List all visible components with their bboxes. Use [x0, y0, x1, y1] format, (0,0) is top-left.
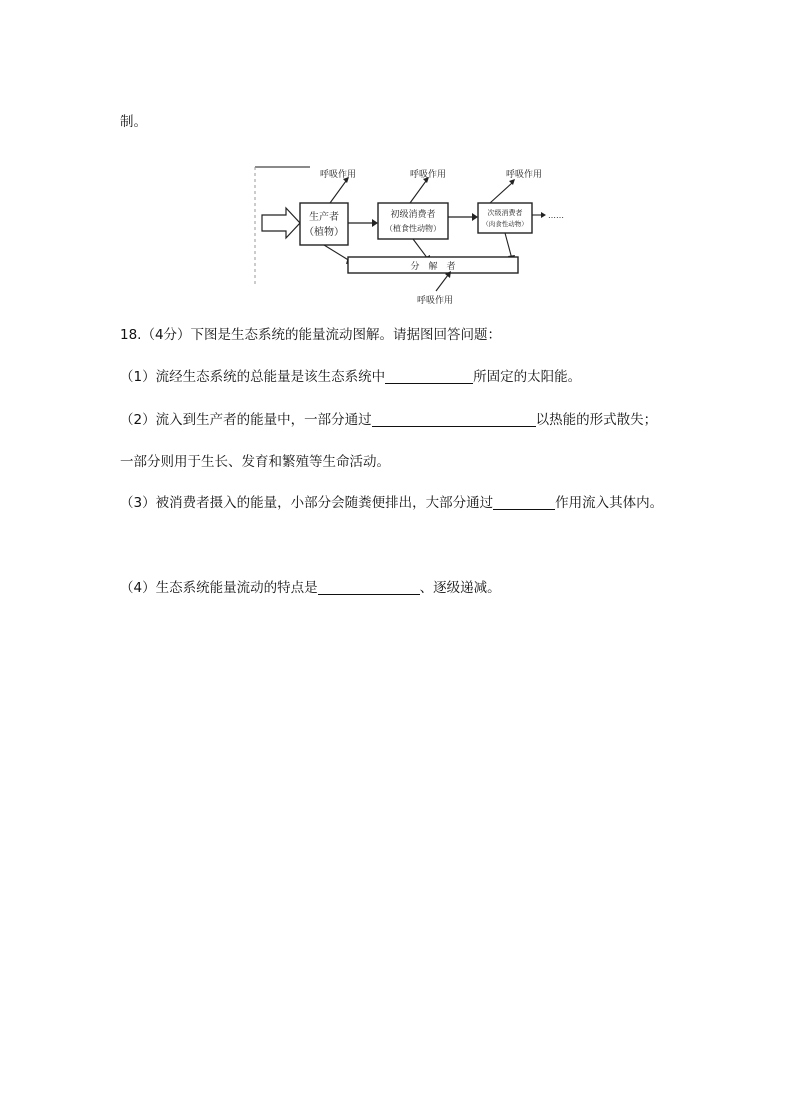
respiration-label-primary: 呼吸作用: [410, 170, 447, 180]
secondary-consumer-box: [478, 203, 532, 233]
respiration-label-secondary: 呼吸作用: [506, 170, 543, 180]
q2-prefix: （2）流入到生产者的能量中，一部分通过: [120, 412, 372, 428]
primary-consumer-sublabel: （植食性动物）: [385, 224, 441, 233]
decomposer-label: 分 解 者: [410, 262, 456, 272]
respiration-label-decomposer: 呼吸作用: [417, 296, 454, 306]
question-4: [120, 576, 501, 596]
sunlight-input-arrow: [262, 208, 300, 238]
producer-sublabel: （植物）: [304, 227, 344, 238]
question-3: [120, 491, 663, 511]
q4-prefix: （4）生态系统能量流动的特点是: [120, 580, 318, 596]
producer-box: [300, 203, 348, 245]
continuation-ellipsis: ……: [548, 211, 564, 220]
q1-prefix: （1）流经生态系统的总能量是该生态系统中: [120, 369, 386, 385]
secondary-consumer-sublabel: （肉食性动物）: [482, 220, 528, 228]
question-header: 18.（4分）下图是生态系统的能量流动图解。请据图回答问题：: [120, 327, 502, 343]
question-2: [120, 408, 657, 428]
preceding-text: 制。: [120, 114, 147, 130]
question-1: [120, 365, 581, 385]
q1-answer-blank[interactable]: [385, 369, 473, 384]
q2-suffix: 以热能的形式散失；: [535, 412, 658, 428]
question-2-continuation: 一部分则用于生长、发育和繁殖等生命活动。: [120, 454, 390, 470]
secondary-consumer-label: 次级消费者: [487, 209, 523, 217]
energy-flow-diagram: [250, 165, 570, 315]
primary-consumer-box: [378, 203, 448, 239]
producer-label: 生产者: [309, 212, 339, 223]
primary-consumer-label: 初级消费者: [390, 210, 436, 220]
q3-answer-blank[interactable]: [493, 495, 555, 510]
q4-answer-blank[interactable]: [318, 580, 420, 595]
q3-prefix: （3）被消费者摄入的能量，小部分会随粪便排出，大部分通过: [120, 495, 494, 511]
q2-answer-blank[interactable]: [372, 412, 536, 427]
q4-suffix: 、逐级递减。: [419, 580, 501, 596]
respiration-label-producer: 呼吸作用: [320, 170, 357, 180]
q3-suffix: 作用流入其体内。: [555, 495, 664, 511]
q1-suffix: 所固定的太阳能。: [473, 369, 582, 385]
